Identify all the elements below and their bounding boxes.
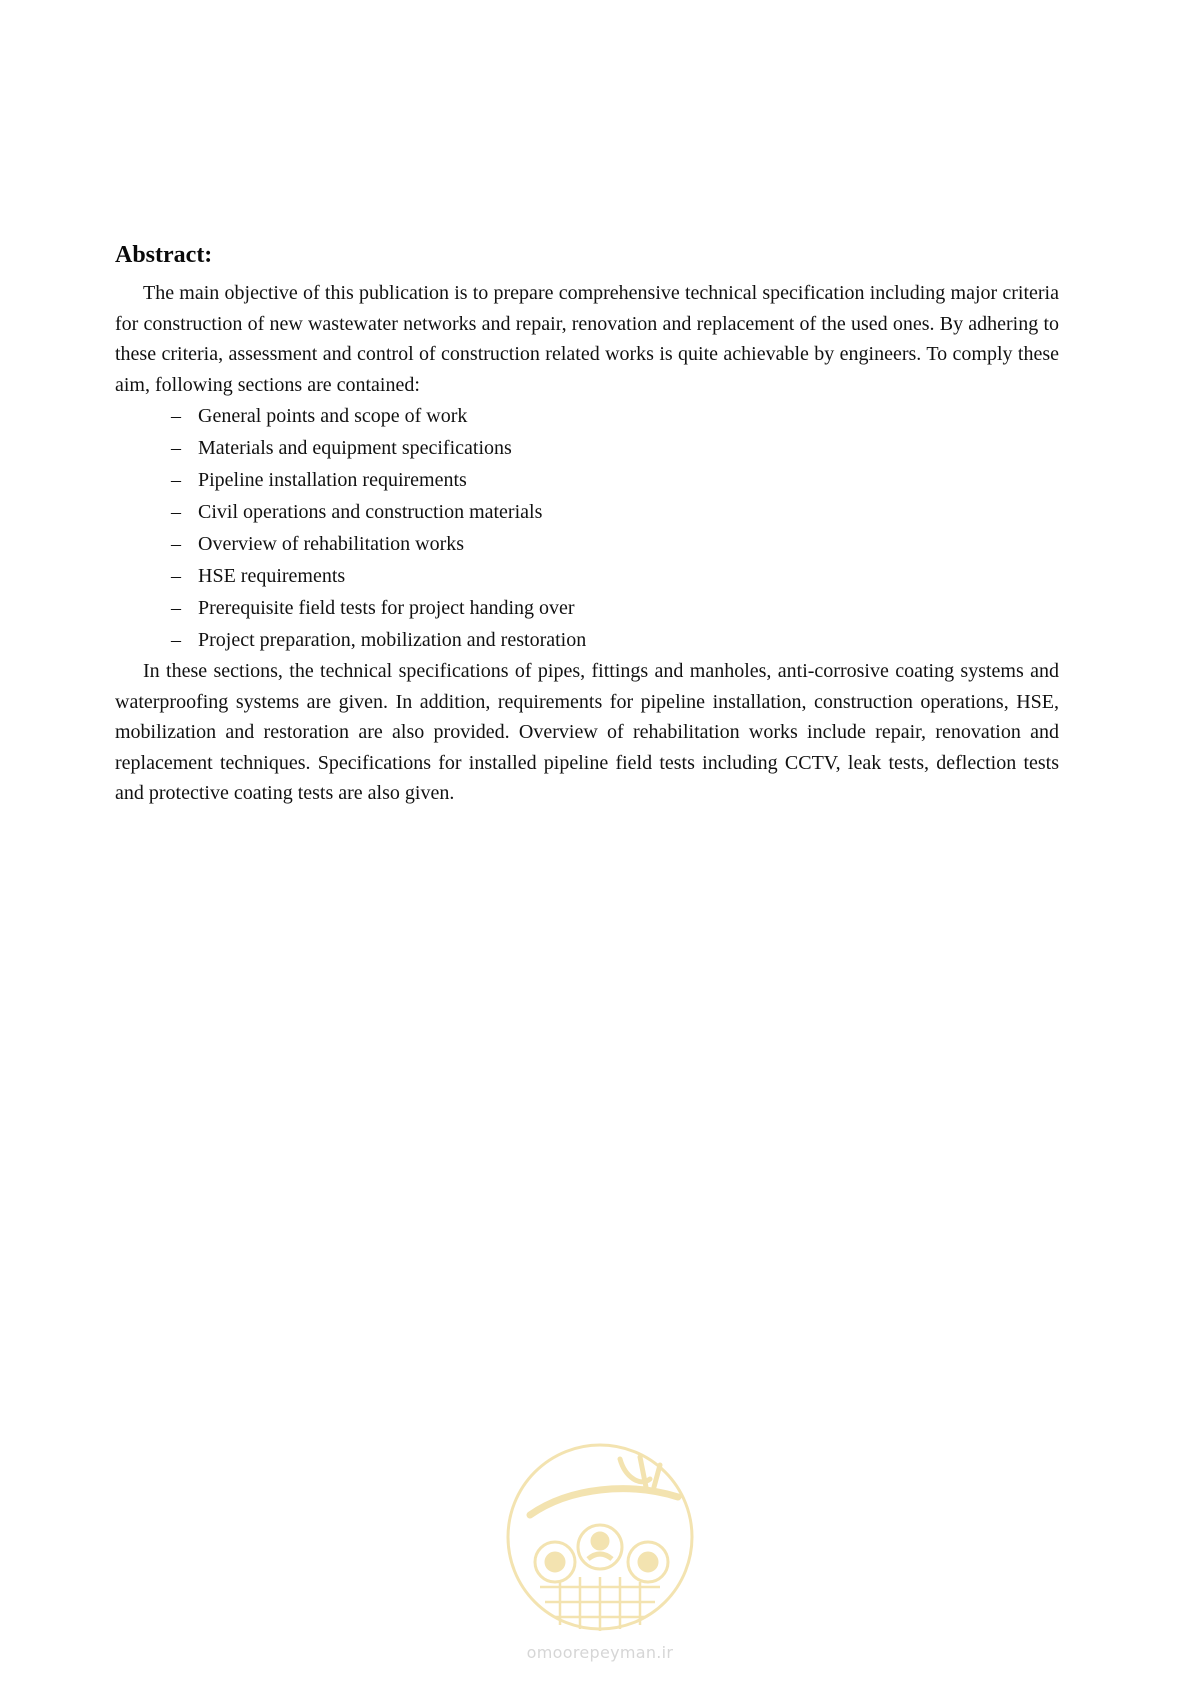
intro-paragraph: The main objective of this publication is to prepare comprehensive technical specification including major criteria for construction of new wastewater networks and repair, renovation and replacement of the used ones. By adhering to these criteria, assessment and control of construction related works is quite achievable by engineers. To comply these aim, following sections are contained: — [115, 282, 1059, 396]
watermark-logo-icon — [500, 1437, 700, 1637]
bullet-dash: – — [171, 437, 181, 459]
watermark-site-text: omoorepeyman.ir — [526, 1643, 674, 1662]
list-item — [171, 560, 1059, 592]
abstract-section — [115, 238, 1059, 809]
abstract-heading: Abstract: — [115, 242, 213, 268]
bullet-dash: – — [171, 629, 181, 651]
list-item-text: Pipeline installation requirements — [198, 469, 467, 491]
list-item-text: General points and scope of work — [198, 405, 468, 427]
bullet-dash: – — [171, 533, 181, 555]
list-item-text: HSE requirements — [198, 565, 346, 587]
watermark — [500, 1437, 700, 1667]
list-item-text: Prerequisite field tests for project handing over — [198, 597, 575, 619]
bullet-dash: – — [171, 405, 181, 427]
sections-list — [115, 400, 1059, 656]
bullet-dash: – — [171, 565, 181, 587]
list-item — [171, 400, 1059, 432]
bullet-dash: – — [171, 501, 181, 523]
bullet-dash: – — [171, 469, 181, 491]
bullet-dash: – — [171, 597, 181, 619]
list-item — [171, 432, 1059, 464]
list-item-text: Civil operations and construction materials — [198, 501, 543, 523]
list-item — [171, 592, 1059, 624]
list-item-text: Materials and equipment specifications — [198, 437, 512, 459]
closing-paragraph: In these sections, the technical specifications of pipes, fittings and manholes, anti-corrosive coating systems and waterproofing systems are given. In addition, requirements for pipeline installation, construction operations, HSE, mobilization and restoration are also provided. Overview of rehabilitation works include repair, renovation and replacement techniques. Specifications for installed pipeline field tests including CCTV, leak tests, deflection tests and protective coating tests are also given. — [115, 660, 1059, 804]
list-item — [171, 496, 1059, 528]
list-item-text: Overview of rehabilitation works — [198, 533, 465, 555]
list-item-text: Project preparation, mobilization and restoration — [198, 629, 587, 651]
list-item — [171, 624, 1059, 656]
list-item — [171, 528, 1059, 560]
list-item — [171, 464, 1059, 496]
